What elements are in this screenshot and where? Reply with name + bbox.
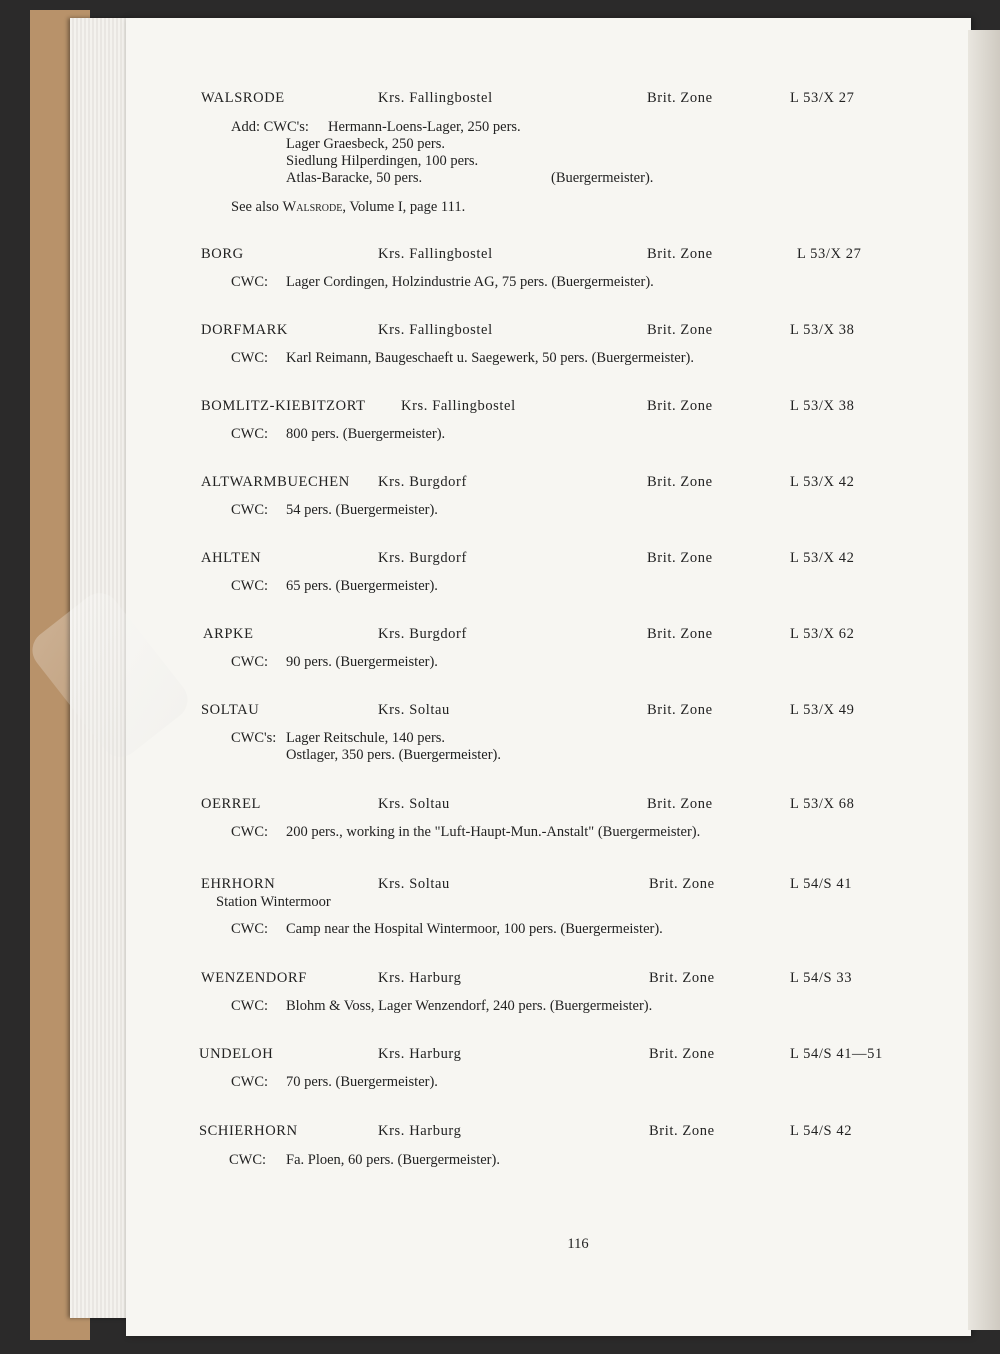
entry-name: SCHIERHORN <box>199 1123 298 1139</box>
entry-zone: Brit. Zone <box>649 876 715 892</box>
see-also-suffix: , Volume I, page 111. <box>342 199 466 215</box>
entry-grid-ref: L 53/X 68 <box>790 796 855 812</box>
entry-district: Krs. Soltau <box>378 876 450 892</box>
entry-district: Krs. Fallingbostel <box>378 322 493 338</box>
cwc-label: CWC: <box>231 654 269 670</box>
entry-grid-ref: L 54/S 33 <box>790 970 853 986</box>
entry-zone: Brit. Zone <box>647 90 713 106</box>
cwc-text: 65 pers. (Buergermeister). <box>286 578 438 594</box>
entry-name: WENZENDORF <box>201 970 307 986</box>
cwc-text: 70 pers. (Buergermeister). <box>286 1074 438 1090</box>
entry-zone: Brit. Zone <box>649 970 715 986</box>
cwc-label: CWC: <box>231 274 269 290</box>
entry-district: Krs. Soltau <box>378 796 450 812</box>
entry-zone: Brit. Zone <box>647 796 713 812</box>
cwc-text: Fa. Ploen, 60 pers. (Buergermeister). <box>286 1152 500 1168</box>
cwc-text: Blohm & Voss, Lager Wenzendorf, 240 pers. (Buergermeister). <box>286 998 653 1014</box>
entry-zone: Brit. Zone <box>647 474 713 490</box>
entry-zone: Brit. Zone <box>647 398 713 414</box>
entry-name: OERREL <box>201 796 261 812</box>
source-note: (Buergermeister). <box>551 170 654 186</box>
cwc-text: Ostlager, 350 pers. (Buergermeister). <box>286 747 501 763</box>
cwc-label: CWC: <box>231 998 269 1014</box>
entry-district: Krs. Burgdorf <box>378 550 467 566</box>
entry-grid-ref: L 53/X 42 <box>790 550 855 566</box>
entry-name: WALSRODE <box>201 90 285 106</box>
entry-grid-ref: L 53/X 38 <box>790 322 855 338</box>
entry-district: Krs. Fallingbostel <box>401 398 516 414</box>
see-also-note <box>231 199 465 216</box>
cwc-text: 54 pers. (Buergermeister). <box>286 502 438 518</box>
entry-district: Krs. Harburg <box>378 1123 462 1139</box>
cwc-text: Lager Reitschule, 140 pers. <box>286 730 446 746</box>
entry-zone: Brit. Zone <box>647 702 713 718</box>
add-label: Add: CWC's: <box>231 119 309 135</box>
entry-grid-ref: L 54/S 41—51 <box>790 1046 883 1062</box>
cwc-label: CWC's: <box>231 730 277 746</box>
entry-name: BOMLITZ-KIEBITZORT <box>201 398 366 414</box>
cwc-text: 90 pers. (Buergermeister). <box>286 654 438 670</box>
cwc-label: CWC: <box>231 1074 269 1090</box>
cwc-label: CWC: <box>231 824 269 840</box>
entry-district: Krs. Burgdorf <box>378 626 467 642</box>
entry-district: Krs. Soltau <box>378 702 450 718</box>
cwc-text: 200 pers., working in the "Luft-Haupt-Mun.-Anstalt" (Buergermeister). <box>286 824 701 840</box>
entry-name: SOLTAU <box>201 702 260 718</box>
cwc-text: Camp near the Hospital Wintermoor, 100 pers. (Buergermeister). <box>286 921 663 937</box>
cwc-label: CWC: <box>231 578 269 594</box>
camp-line: Hermann-Loens-Lager, 250 pers. <box>328 119 521 135</box>
cwc-label: CWC: <box>229 1152 267 1168</box>
entry-subtitle: Station Wintermoor <box>216 894 331 910</box>
entry-grid-ref: L 53/X 38 <box>790 398 855 414</box>
entry-district: Krs. Burgdorf <box>378 474 467 490</box>
entry-name: DORFMARK <box>201 322 288 338</box>
entry-grid-ref: L 54/S 42 <box>790 1123 853 1139</box>
entry-name: ALTWARMBUECHEN <box>201 474 350 490</box>
cwc-label: CWC: <box>231 426 269 442</box>
entry-zone: Brit. Zone <box>649 1123 715 1139</box>
cwc-label: CWC: <box>231 502 269 518</box>
entry-grid-ref: L 53/X 49 <box>790 702 855 718</box>
entry-grid-ref: L 54/S 41 <box>790 876 853 892</box>
entry-zone: Brit. Zone <box>647 322 713 338</box>
entry-name: UNDELOH <box>199 1046 274 1062</box>
entry-name: ARPKE <box>203 626 254 642</box>
entry-grid-ref: L 53/X 62 <box>790 626 855 642</box>
entry-district: Krs. Harburg <box>378 1046 462 1062</box>
cwc-text: Karl Reimann, Baugeschaeft u. Saegewerk, 50 pers. (Buergermeister). <box>286 350 695 366</box>
entry-name: AHLTEN <box>201 550 262 566</box>
entry-zone: Brit. Zone <box>649 1046 715 1062</box>
camp-line: Siedlung Hilperdingen, 100 pers. <box>286 153 479 169</box>
entry-district: Krs. Harburg <box>378 970 462 986</box>
cwc-label: CWC: <box>231 350 269 366</box>
cwc-text: 800 pers. (Buergermeister). <box>286 426 446 442</box>
see-also-name: Walsrode <box>282 199 343 215</box>
camp-line: Lager Graesbeck, 250 pers. <box>286 136 446 152</box>
cwc-label: CWC: <box>231 921 269 937</box>
entry-grid-ref: L 53/X 27 <box>797 246 862 262</box>
facing-page-edge <box>968 30 1000 1330</box>
camp-line: Atlas-Baracke, 50 pers. <box>286 170 423 186</box>
entry-district: Krs. Fallingbostel <box>378 90 493 106</box>
entry-zone: Brit. Zone <box>647 626 713 642</box>
entry-name: EHRHORN <box>201 876 276 892</box>
cwc-text: Lager Cordingen, Holzindustrie AG, 75 pers. (Buergermeister). <box>286 274 654 290</box>
entry-zone: Brit. Zone <box>647 246 713 262</box>
entry-grid-ref: L 53/X 42 <box>790 474 855 490</box>
entry-grid-ref: L 53/X 27 <box>790 90 855 106</box>
entry-district: Krs. Fallingbostel <box>378 246 493 262</box>
see-also-prefix: See also <box>231 199 279 215</box>
entry-name: BORG <box>201 246 244 262</box>
page-number: 116 <box>567 1236 589 1252</box>
entry-zone: Brit. Zone <box>647 550 713 566</box>
